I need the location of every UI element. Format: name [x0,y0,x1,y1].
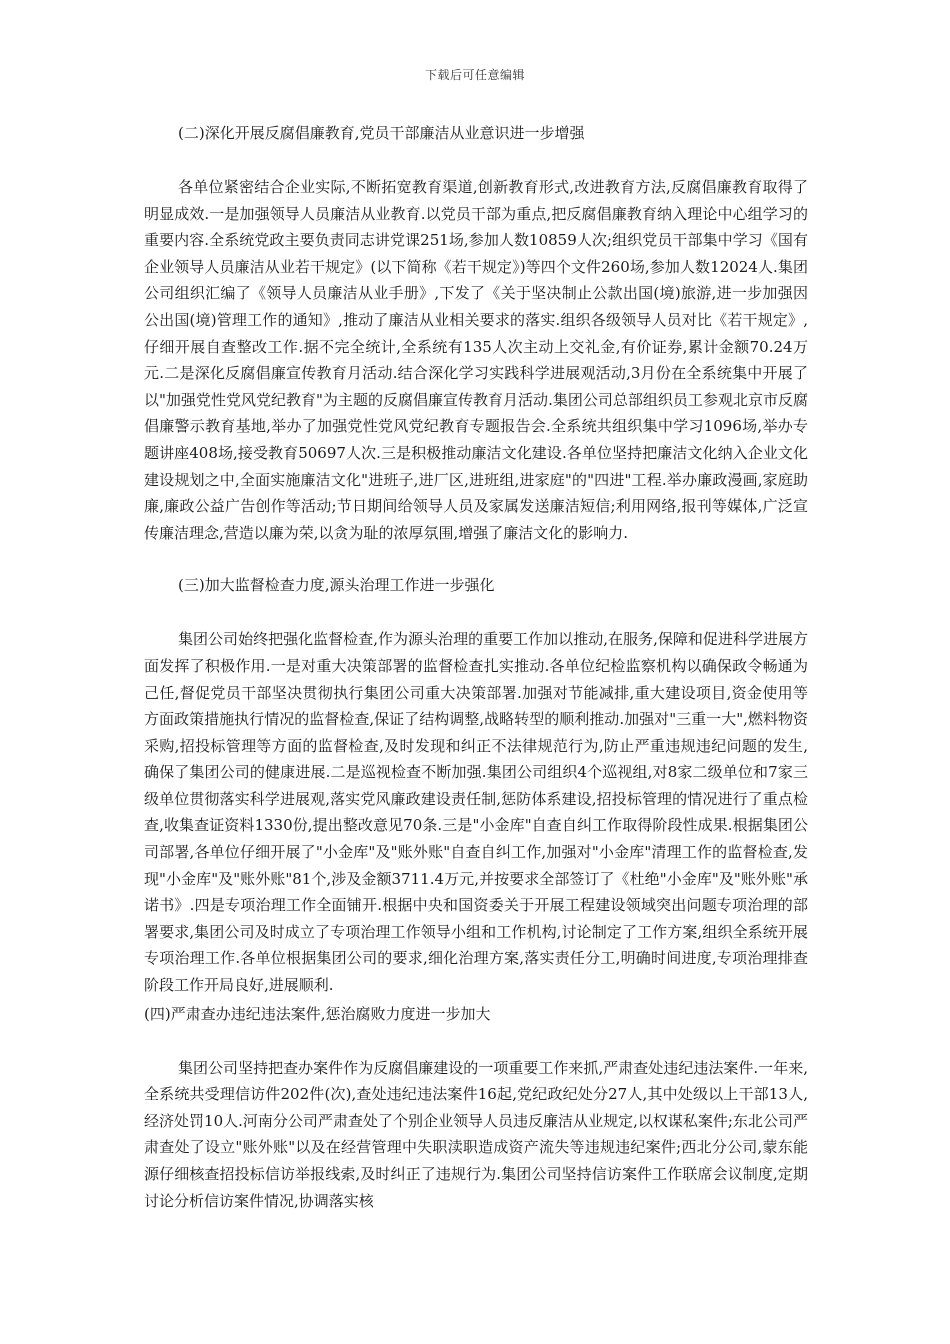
section-paragraph-3: 集团公司始终把强化监督检查,作为源头治理的重要工作加以推动,在服务,保障和促进科学进展方面发挥了积极作用.一是对重大决策部署的监督检查扎实推动.各单位纪检监察机构以确保政令畅通为己任,督促党员干部坚决贯彻执行集团公司重大决策部署.加强对节能减排,重大建设项目,资金使用等方面政策措施执行情况的监督检查,保证了结构调整,战略转型的顺利推动.加强对"三重一大",燃料物资采购,招投标管理等方面的监督检查,及时发现和纠正不法律规范行为,防止严重违规违纪问题的发生,确保了集团公司的健康进展.二是巡视检查不断加强.集团公司组织4个巡视组,对8家二级单位和7家三级单位贯彻落实科学进展观,落实党风廉政建设责任制,惩防体系建设,招投标管理的情况进行了重点检查,收集查证资料1330份,提出整改意见70条.三是"小金库"自查自纠工作取得阶段性成果.根据集团公司部署,各单位仔细开展了"小金库"及"账外账"自查自纠工作,加强对"小金库"清理工作的监督检查,发现"小金库"及"账外账"81个,涉及金额3711.4万元,并按要求全部签订了《杜绝"小金库"及"账外账"承诺书》.四是专项治理工作全面铺开.根据中央和国资委关于开展工程建设领域突出问题专项治理的部署要求,集团公司及时成立了专项治理工作领导小组和工作机构,讨论制定了工作方案,组织全系统开展专项治理工作.各单位根据集团公司的要求,细化治理方案,落实责任分工,明确时间进度,专项治理排查阶段工作开局良好,进展顺利. [144,630,808,995]
spacer [144,598,808,626]
section-heading-2: (二)深化开展反腐倡廉教育,党员干部廉洁从业意识进一步增强 [178,124,585,142]
spacer [144,1027,808,1055]
section-paragraph-2: 各单位紧密结合企业实际,不断拓宽教育渠道,创新教育形式,改进教育方法,反腐倡廉教育取得了明显成效.一是加强领导人员廉洁从业教育.以党员干部为重点,把反腐倡廉教育纳入理论中心组学习的重要内容.全系统党政主要负责同志讲党课251场,参加人数10859人次;组织党员干部集中学习《国有企业领导人员廉洁从业若干规定》(以下简称《若干规定》)等四个文件260场,参加人数12024人.集团公司组织汇编了《领导人员廉洁从业手册》,下发了《关于坚决制止公款出国(境)旅游,进一步加强因公出国(境)管理工作的通知》,推动了廉洁从业相关要求的落实.组织各级领导人员对比《若干规定》,仔细开展自查整改工作.据不完全统计,全系统有135人次主动上交礼金,有价证券,累计金额70.24万元.二是深化反腐倡廉宣传教育月活动.结合深化学习实践科学进展观活动,3月份在全系统集中开展了以"加强党性党风党纪教育"为主题的反腐倡廉宣传教育月活动.集团公司总部组织员工参观北京市反腐倡廉警示教育基地,举办了加强党性党风党纪教育专题报告会.全系统共组织集中学习1096场,举办专题讲座408场,接受教育50697人次.三是积极推动廉洁文化建设.各单位坚持把廉洁文化纳入企业文化建设规划之中,全面实施廉洁文化"进班子,进厂区,进班组,进家庭"的"四进"工程.举办廉政漫画,家庭助廉,廉政公益广告创作等活动;节日期间给领导人员及家属发送廉洁短信;利用网络,报刊等媒体,广泛宣传廉洁理念,营造以廉为荣,以贪为耻的浓厚氛围,增强了廉洁文化的影响力. [144,178,808,542]
section-paragraph-4: 集团公司坚持把查办案件作为反腐倡廉建设的一项重要工作来抓,严肃查处违纪违法案件.一年来,全系统共受理信访件202件(次),查处违纪违法案件16起,党纪政纪处分27人,其中处级以上干部13人,经济处罚10人.河南分公司严肃查处了个别企业领导人员违反廉洁从业规定,以权谋私案件;东北公司严肃查处了设立"账外账"以及在经营管理中失职渎职造成资产流失等违规违纪案件;西北分公司,蒙东能源仔细核查招投标信访举报线索,及时纠正了违规行为.集团公司坚持信访案件工作联席会议制度,定期讨论分析信访案件情况,协调落实核 [144,1058,808,1210]
section-heading-4: (四)严肃查办违纪违法案件,惩治腐败力度进一步加大 [144,1004,491,1023]
spacer [144,546,808,572]
section-heading-3: (三)加大监督检查力度,源头治理工作进一步强化 [178,576,495,595]
spacer [144,146,808,174]
page-header: 下载后可任意编辑 [424,68,525,82]
document-body [144,120,808,1214]
